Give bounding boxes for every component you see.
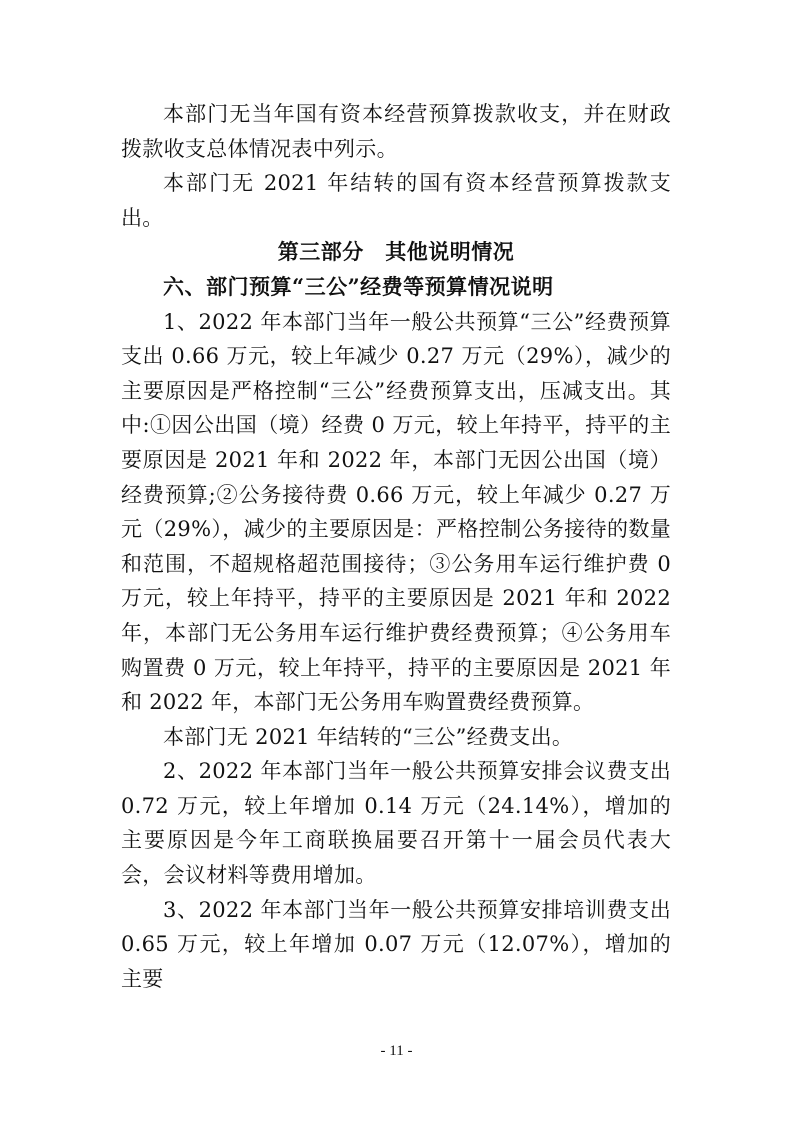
paragraph-training-expenses: 3、2022 年本部门当年一般公共预算安排培训费支出 0.65 万元，较上年增加 0.07 万元（12.07%），增加的主要 (121, 897, 671, 991)
page-number: - 11 - (380, 1043, 413, 1059)
paragraph-carryover-capital: 本部门无 2021 年结转的国有资本经营预算拨款支出。 (121, 171, 671, 230)
part-title: 第三部分 其他说明情况 (277, 239, 515, 265)
section-title: 六、部门预算“三公”经费等预算情况说明 (163, 273, 554, 299)
paragraph-state-capital-budget: 本部门无当年国有资本经营预算拨款收支，并在财政拨款收支总体情况表中列示。 (121, 102, 671, 161)
document-body (121, 97, 671, 996)
paragraph-meeting-expenses: 2、2022 年本部门当年一般公共预算安排会议费支出 0.72 万元，较上年增加 0.14 万元（24.14%），增加的主要原因是今年工商联换届要召开第十一届会员代表大会，会议材料等费用增加。 (121, 759, 671, 888)
paragraph-three-public-expenses: 1、2022 年本部门当年一般公共预算“三公”经费预算支出 0.66 万元，较上年减少 0.27 万元（29%），减少的主要原因是严格控制“三公”经费预算支出，压减支出。其中:①因公出国（境）经费 0 万元，较上年持平，持平的主要原因是 2021 年和 2022 年，本部门无因公出国（境）经费预算;②公务接待费 0.66 万元，较上年减少 0.27 万元（29%），减少的主要原因是：严格控制公务接待的数量和范围，不超规格超范围接待；③公务用车运行维护费 0 万元，较上年持平，持平的主要原因是 2021 年和 2022 年，本部门无公务用车运行维护费经费预算；④公务用车购置费 0 万元，较上年持平，持平的主要原因是 2021 年和 2022 年，本部门无公务用车购置费经费预算。 (121, 309, 671, 715)
paragraph-carryover-three-public: 本部门无 2021 年结转的“三公”经费支出。 (163, 724, 574, 749)
